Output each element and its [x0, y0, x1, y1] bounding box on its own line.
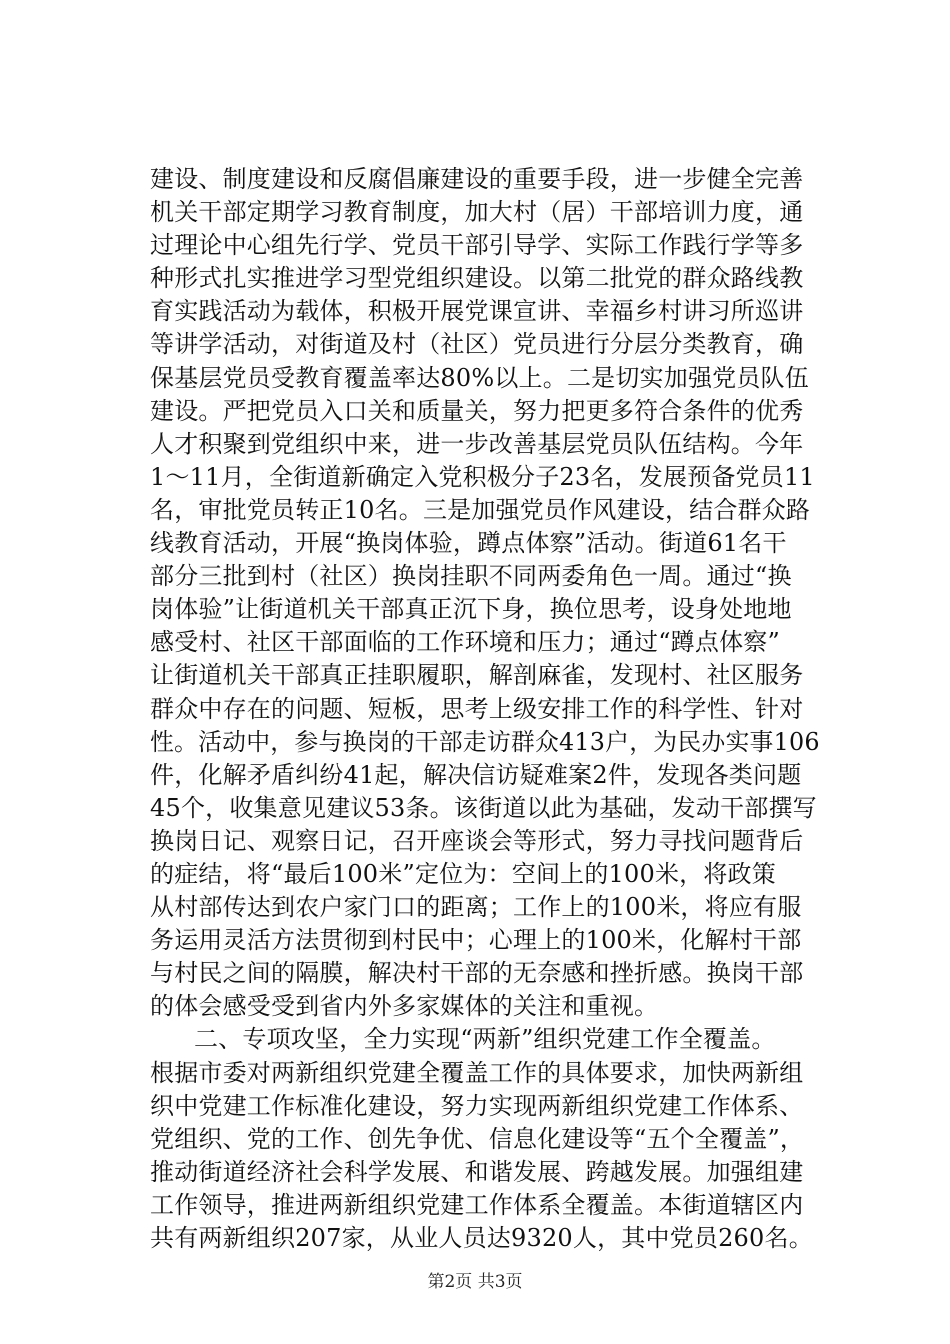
- text-line: 共有两新组织207家，从业人员达9320人，其中党员260名。: [150, 1224, 813, 1252]
- text-line: 机关干部定期学习教育制度，加大村（居）干部培训力度，通: [150, 198, 804, 227]
- text-line: 1～11月，全街道新确定入党积极分子23名，发展预备党员11: [150, 462, 815, 491]
- body-text: [150, 163, 820, 1255]
- text-line: 线教育活动，开展“换岗体验，蹲点体察”活动。街道61名干: [150, 529, 787, 558]
- text-line: 件，化解矛盾纠纷41起，解决信访疑难案2件，发现各类问题: [150, 760, 802, 789]
- text-line: 建设。严把党员入口关和质量关，努力把更多符合条件的优秀: [150, 396, 804, 425]
- text-line: 部分三批到村（社区）换岗挂职不同两委角色一周。通过“换: [150, 562, 792, 591]
- text-line: 岗体验”让街道机关干部真正沉下身，换位思考，设身处地地: [150, 595, 792, 624]
- text-line: 等讲学活动，对街道及村（社区）党员进行分层分类教育，确: [150, 330, 804, 359]
- text-line: 换岗日记、观察日记，召开座谈会等形式，努力寻找问题背后: [150, 826, 804, 855]
- text-line: 让街道机关干部真正挂职履职，解剖麻雀，发现村、社区服务: [150, 661, 804, 690]
- text-line: 工作领导，推进两新组织党建工作体系全覆盖。本街道辖区内: [150, 1190, 804, 1219]
- text-line: 建设、制度建设和反腐倡廉建设的重要手段，进一步健全完善: [150, 165, 804, 193]
- text-line: 育实践活动为载体，积极开展党课宣讲、幸福乡村讲习所巡讲: [150, 297, 804, 326]
- text-line: 名，审批党员转正10名。三是加强党员作风建设，结合群众路: [150, 495, 811, 524]
- text-line: 45个，收集意见建议53条。该街道以此为基础，发动干部撰写: [150, 793, 817, 822]
- text-line: 性。活动中，参与换岗的干部走访群众413户，为民办实事106: [150, 727, 820, 756]
- text-line: 感受村、社区干部面临的工作环境和压力；通过“蹲点体察”: [150, 628, 780, 657]
- text-line: 的症结，将“最后100米”定位为：空间上的100米，将政策: [150, 859, 776, 888]
- text-line: 群众中存在的问题、短板，思考上级安排工作的科学性、针对: [150, 694, 804, 723]
- text-line: 推动街道经济社会科学发展、和谐发展、跨越发展。加强组建: [150, 1157, 804, 1186]
- page-number-footer: 第2页 共3页: [427, 1272, 523, 1292]
- text-line: 根据市委对两新组织党建全覆盖工作的具体要求，加快两新组: [150, 1058, 804, 1087]
- text-line: 人才积聚到党组织中来，进一步改善基层党员队伍结构。今年: [150, 429, 804, 458]
- text-line: 务运用灵活方法贯彻到村民中；心理上的100米，化解村干部: [150, 926, 802, 955]
- text-line: 过理论中心组先行学、党员干部引导学、实际工作践行学等多: [150, 231, 804, 260]
- section-heading: 二、专项攻坚，全力实现“两新”组织党建工作全覆盖。: [194, 1025, 776, 1054]
- text-line: 织中党建工作标准化建设，努力实现两新组织党建工作体系、: [150, 1091, 804, 1120]
- text-line: 从村部传达到农户家门口的距离；工作上的100米，将应有服: [150, 893, 802, 922]
- text-line: 与村民之间的隔膜，解决村干部的无奈感和挫折感。换岗干部: [150, 959, 804, 988]
- text-line: 的体会感受受到省内外多家媒体的关注和重视。: [150, 992, 659, 1021]
- text-line: 保基层党员受教育覆盖率达80%以上。二是切实加强党员队伍: [150, 363, 809, 392]
- text-line: 种形式扎实推进学习型党组织建设。以第二批党的群众路线教: [150, 264, 804, 293]
- text-line: 党组织、党的工作、创先争优、信息化建设等“五个全覆盖”，: [150, 1124, 805, 1153]
